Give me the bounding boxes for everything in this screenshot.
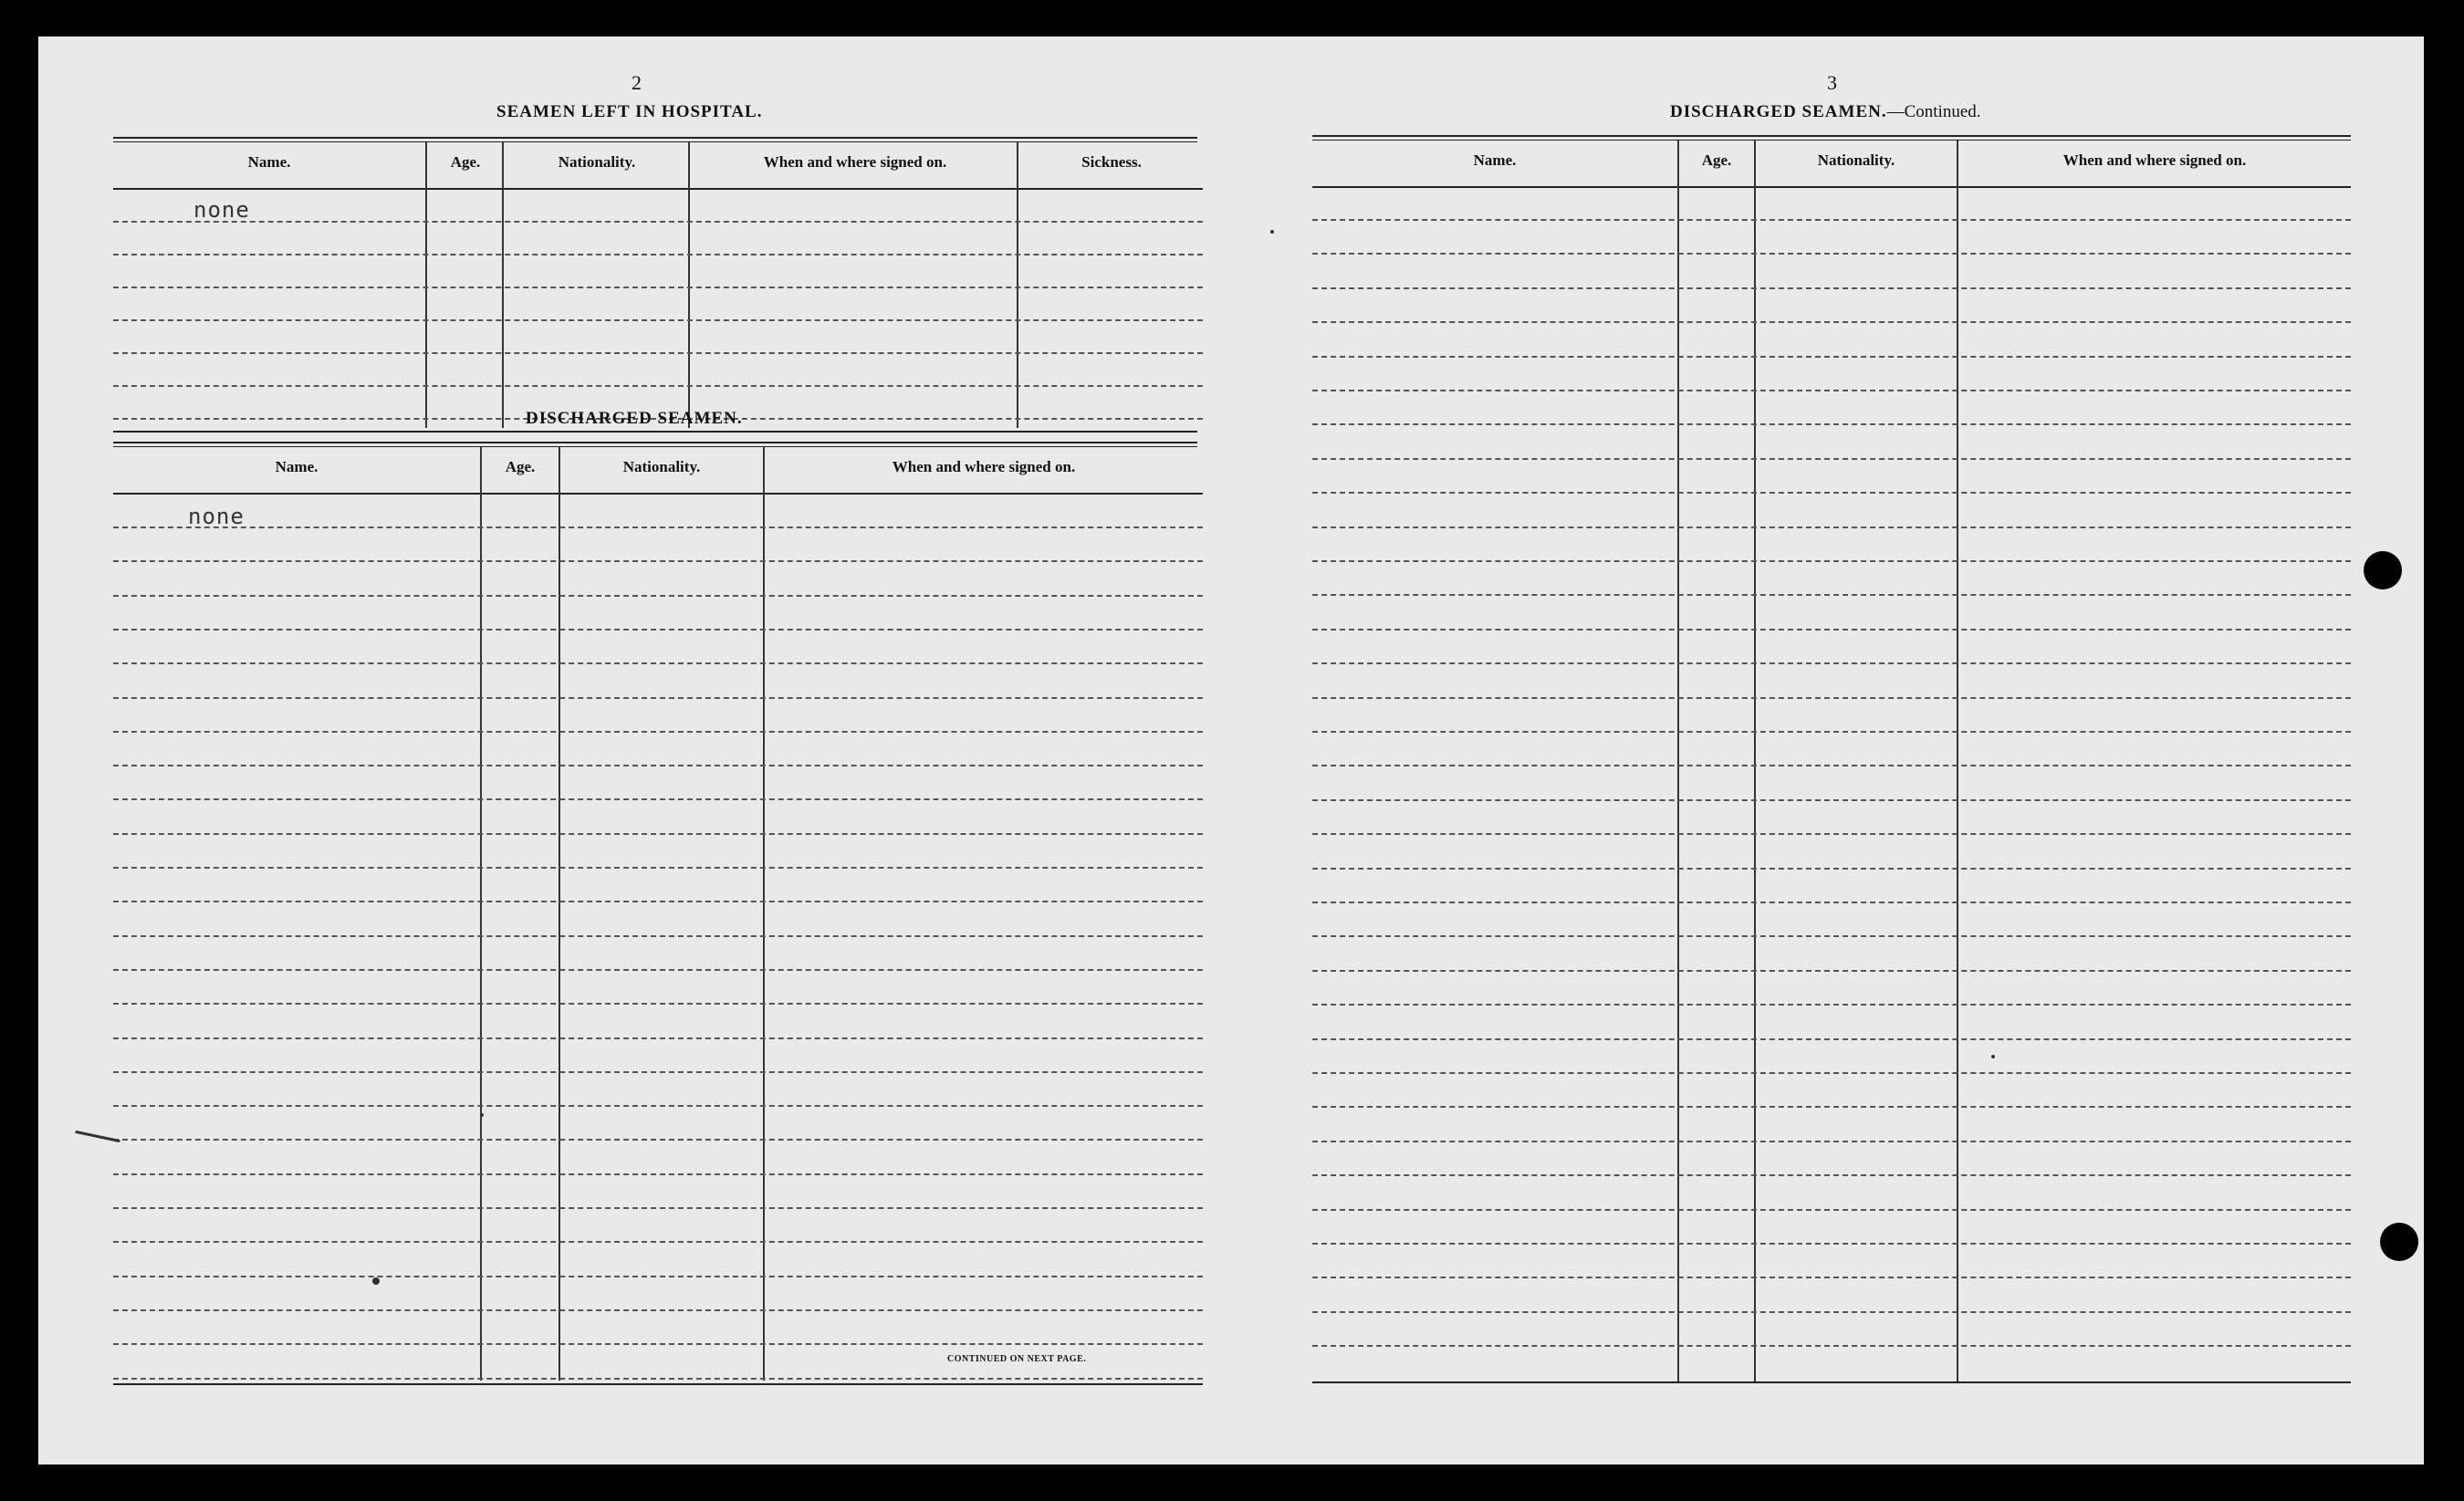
- discharged-col-signed-on: When and where signed on.: [892, 458, 1076, 475]
- ruled-row-line: [1312, 1311, 2351, 1313]
- ruled-row-line: [1312, 970, 2351, 972]
- ruled-row-line: [113, 1207, 1203, 1209]
- ruled-row-line: [113, 1378, 1203, 1380]
- ruled-row-line: [113, 731, 1203, 733]
- discharged-top-rule-2: [113, 446, 1197, 447]
- left-page-bottom-rule: [113, 1383, 1203, 1385]
- ruled-row-line: [1312, 731, 2351, 733]
- hospital-col-signed-on: When and where signed on.: [763, 153, 947, 171]
- ruled-row-line: [1312, 1174, 2351, 1176]
- ruled-row-line: [1312, 560, 2351, 562]
- continued-footer: CONTINUED ON NEXT PAGE.: [947, 1354, 1087, 1364]
- ruled-row-line: [113, 1309, 1203, 1311]
- ruled-row-line: [113, 1241, 1203, 1243]
- ruled-row-line: [1312, 833, 2351, 835]
- ruled-row-line: [113, 1343, 1203, 1345]
- ruled-row-line: [1312, 1243, 2351, 1245]
- ruled-row-line: [113, 1139, 1203, 1141]
- hospital-col-age: Age.: [450, 153, 481, 171]
- hospital-row-line: [113, 319, 1203, 321]
- ruled-row-line: [113, 629, 1203, 631]
- hospital-top-rule-2: [113, 141, 1197, 142]
- ruled-row-line: [113, 595, 1203, 597]
- ink-speck: [372, 1277, 380, 1285]
- ruled-row-line: [1312, 902, 2351, 903]
- right-title-main: DISCHARGED SEAMEN.: [1670, 102, 1887, 121]
- ruled-row-line: [1312, 765, 2351, 766]
- discharged-section-title: DISCHARGED SEAMEN.: [526, 409, 743, 428]
- ruled-row-line: [113, 867, 1203, 869]
- right-col-nationality: Nationality.: [1817, 151, 1895, 169]
- hospital-top-rule: [113, 137, 1197, 139]
- ruled-row-line: [113, 1276, 1203, 1277]
- hospital-row-line: [113, 352, 1203, 354]
- ruled-row-line: [113, 1173, 1203, 1175]
- page-number-right: 3: [1827, 71, 1837, 94]
- ruled-row-line: [113, 765, 1203, 766]
- ruled-row-line: [1312, 390, 2351, 391]
- ruled-row-line: [1312, 321, 2351, 323]
- ruled-row-line: [1312, 458, 2351, 460]
- discharged-header-rule: [113, 493, 1203, 495]
- discharged-col-nationality: Nationality.: [622, 458, 701, 475]
- right-col-signed-on: When and where signed on.: [2062, 151, 2247, 169]
- hospital-col-name: Name.: [247, 153, 291, 171]
- right-page-bottom-rule: [1312, 1381, 2351, 1383]
- ruled-row-line: [1312, 492, 2351, 494]
- ruled-row-line: [1312, 868, 2351, 870]
- hospital-header-rule: [113, 188, 1203, 190]
- ruled-row-line: [1312, 1004, 2351, 1006]
- right-section-title: [1670, 102, 1981, 122]
- discharged-col-age: Age.: [505, 458, 536, 475]
- ruled-row-line: [113, 560, 1203, 562]
- discharged-entry-none: none: [188, 504, 245, 529]
- ruled-row-line: [1312, 1345, 2351, 1347]
- ruled-row-line: [1312, 697, 2351, 699]
- form-paper: [38, 36, 2424, 1465]
- hospital-bottom-rule: [113, 431, 1197, 433]
- ruled-row-line: [113, 969, 1203, 971]
- right-title-continued: —Continued.: [1886, 102, 1981, 121]
- punch-hole: [2380, 1223, 2418, 1261]
- ink-speck: [75, 1131, 120, 1142]
- ruled-row-line: [113, 526, 1203, 528]
- right-top-rule-2: [1312, 140, 2351, 141]
- ruled-row-line: [1312, 629, 2351, 631]
- ruled-row-line: [1312, 526, 2351, 528]
- ruled-row-line: [1312, 356, 2351, 358]
- ruled-row-line: [113, 1071, 1203, 1073]
- ruled-row-line: [1312, 1141, 2351, 1142]
- right-col-age: Age.: [1701, 151, 1732, 169]
- discharged-top-rule: [113, 442, 1197, 443]
- hospital-row-line: [113, 254, 1203, 255]
- ink-speck: [1270, 230, 1274, 234]
- ruled-row-line: [1312, 1072, 2351, 1074]
- hospital-col-sickness: Sickness.: [1081, 153, 1142, 171]
- ruled-row-line: [113, 935, 1203, 937]
- ruled-row-line: [1312, 219, 2351, 221]
- page-number-left: 2: [632, 71, 642, 94]
- right-col-divider: [1754, 141, 1756, 1381]
- ruled-row-line: [113, 798, 1203, 800]
- ruled-row-line: [113, 662, 1203, 664]
- ruled-row-line: [113, 1105, 1203, 1107]
- hospital-section-title: SEAMEN LEFT IN HOSPITAL.: [496, 102, 763, 121]
- ruled-row-line: [1312, 594, 2351, 596]
- hospital-row-line: [113, 287, 1203, 288]
- ruled-row-line: [1312, 287, 2351, 289]
- ruled-row-line: [1312, 253, 2351, 255]
- ruled-row-line: [1312, 423, 2351, 425]
- hospital-row-line: [113, 221, 1203, 223]
- ruled-row-line: [113, 697, 1203, 699]
- ruled-row-line: [1312, 1277, 2351, 1278]
- discharged-col-name: Name.: [275, 458, 318, 475]
- ruled-row-line: [113, 833, 1203, 835]
- ruled-row-line: [1312, 935, 2351, 937]
- ruled-row-line: [1312, 1106, 2351, 1108]
- ink-speck: [480, 1113, 484, 1117]
- ruled-row-line: [1312, 1038, 2351, 1040]
- hospital-col-nationality: Nationality.: [558, 153, 636, 171]
- ruled-row-line: [1312, 1209, 2351, 1211]
- ruled-row-line: [113, 901, 1203, 902]
- ruled-row-line: [1312, 662, 2351, 664]
- ruled-row-line: [1312, 799, 2351, 801]
- ruled-row-line: [113, 1037, 1203, 1039]
- right-col-name: Name.: [1473, 151, 1517, 169]
- ruled-row-line: [113, 1003, 1203, 1005]
- right-header-rule: [1312, 186, 2351, 188]
- right-col-divider: [1677, 141, 1679, 1381]
- hospital-entry-none: none: [193, 197, 250, 223]
- ink-speck: [1991, 1055, 1995, 1058]
- right-top-rule: [1312, 135, 2351, 137]
- punch-hole: [2364, 551, 2402, 589]
- right-col-divider: [1957, 141, 1958, 1381]
- hospital-row-line: [113, 385, 1203, 387]
